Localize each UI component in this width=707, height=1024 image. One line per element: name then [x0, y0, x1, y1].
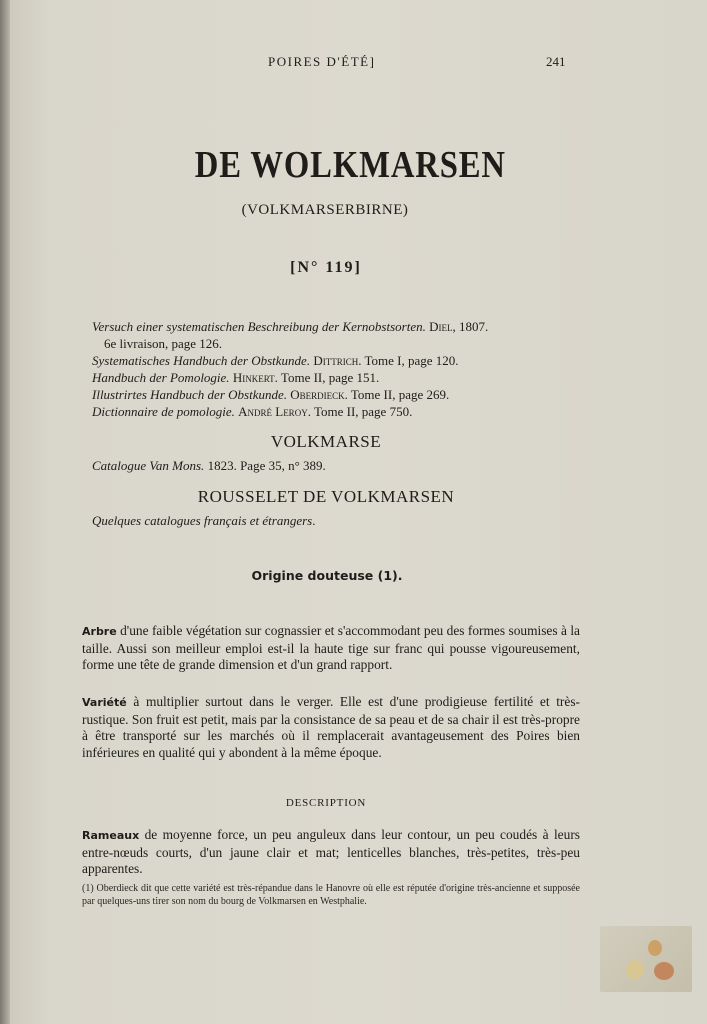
reference-item: Illustrirtes Handbuch der Obstkunde. Oberdieck. Tome II, page 269.: [92, 387, 450, 402]
catalog-number: [N° 119]: [290, 259, 362, 276]
reference-item: Versuch einer systematischen Beschreibung der Kernobstsorten. Diel, 1807.: [92, 319, 489, 334]
references-list: [92, 318, 592, 420]
origin-heading: Origine douteuse (1).: [251, 568, 403, 583]
synonym-heading: VOLKMARSE: [270, 432, 382, 451]
page-number: 241: [546, 54, 566, 69]
reference-item: Dictionnaire de pomologie. André Leroy. Tome II, page 750.: [92, 404, 413, 419]
reference-item: Systematisches Handbuch der Obstkunde. Dittrich. Tome I, page 120.: [92, 353, 459, 368]
description-paragraph: Rameaux de moyenne force, un peu anguleux dans leur contour, un peu coudés à leurs entre-nœuds courts, d'un jaune clair et mat; lenticelles blanches, très-petites, très-peu apparentes.: [82, 827, 580, 877]
paragraph-arbre: Arbre d'une faible végétation sur cognassier et s'accommodant peu des formes soumises à la taille. Aussi son meilleur emploi est-il la haute tige sur franc qui pousse vigoureusement, forme une tête de grande dimension et d'un grand rapport.: [82, 623, 580, 673]
synonym-reference: Quelques catalogues français et étrangers.: [92, 513, 316, 528]
footnote: (1) Oberdieck dit que cette variété est très-répandue dans le Hanovre où elle est réputée d'origine très-ancienne et supposée par quelques-uns tirer son nom du bourg de Volkmarsen en Westphalie.: [82, 883, 580, 907]
book-spine: [0, 0, 10, 1024]
page-title: DE WOLKMARSEN: [194, 144, 506, 186]
synonym-reference: Catalogue Van Mons. 1823. Page 35, n° 389.: [92, 458, 326, 473]
synonym-heading: ROUSSELET DE VOLKMARSEN: [197, 487, 455, 506]
paragraph-variete: Variété à multiplier surtout dans le verger. Elle est d'une prodigieuse fertilité et très-rustique. Son fruit est petit, mais par la consistance de sa peau et de sa chair il est très-propre à être transporté sur les marchés où il remplacerait avantageusement des Poires bien inférieures en qualité qui y abondent à la même époque.: [82, 694, 580, 760]
running-head: POIRES D'ÉTÉ]: [268, 54, 376, 69]
reference-continuation: 6e livraison, page 126.: [104, 336, 223, 351]
reference-item: Handbuch der Pomologie. Hinkert. Tome II, page 151.: [92, 370, 380, 385]
description-heading: DESCRIPTION: [285, 797, 367, 809]
fruit-watermark-logo: [600, 926, 692, 992]
subtitle: (VOLKMARSERBIRNE): [241, 202, 409, 218]
